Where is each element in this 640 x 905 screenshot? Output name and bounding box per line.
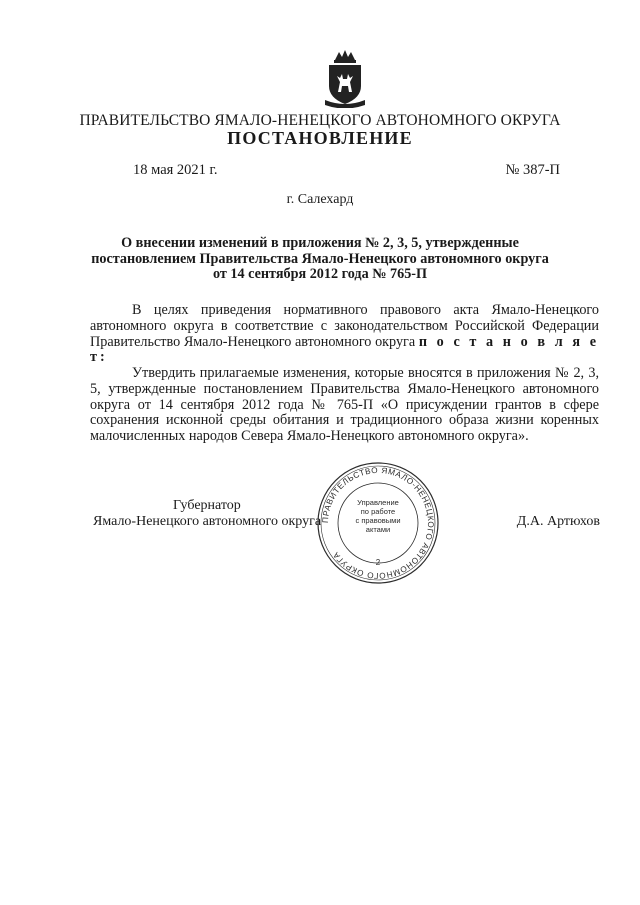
document-type: ПОСТАНОВЛЕНИЕ bbox=[227, 128, 413, 148]
document-title bbox=[90, 236, 550, 283]
coat-of-arms-emblem bbox=[323, 48, 367, 108]
preamble-paragraph bbox=[90, 303, 599, 366]
organization-name: ПРАВИТЕЛЬСТВО ЯМАЛО-НЕНЕЦКОГО АВТОНОМНОГО ОКРУГА bbox=[79, 112, 561, 129]
seal-center-text bbox=[340, 498, 416, 534]
decree-word: п о с т а н о в л я е т: bbox=[90, 333, 599, 366]
seal-number: 2 bbox=[375, 558, 381, 567]
preamble-text: В целях приведения нормативного правового акта Ямало-Ненецкого автономного округа в соответствие с законодательством Российской Федерации Правительство Ямало-Ненецкого автономного округа bbox=[90, 302, 599, 350]
document-city: г. Салехард bbox=[286, 192, 354, 207]
document-number: № 387-П bbox=[505, 162, 560, 178]
resolution-paragraph: Утвердить прилагаемые изменения, которые вносятся в приложения № 2, 3, 5, утвержденные постановлением Правительства Ямало-Ненецкого автономного округа от 14 сентября 2012 года № 765-П «О присуждении грантов в сфере сохранения исконной среды обитания и традиционного образа жизни коренных малочисленных народов Севера Ямало-Ненецкого автономного округа». bbox=[90, 365, 599, 445]
signatory-name: Д.А. Артюхов bbox=[516, 514, 600, 529]
seal-line: с правовыми bbox=[355, 516, 401, 525]
signatory-region: Ямало-Ненецкого автономного округа bbox=[93, 514, 322, 529]
document-date: 18 мая 2021 г. bbox=[133, 162, 218, 178]
title-line: постановлением Правительства Ямало-Ненецкого автономного округа bbox=[91, 250, 549, 267]
signatory-title: Губернатор bbox=[173, 498, 241, 513]
title-line: от 14 сентября 2012 года № 765-П bbox=[212, 266, 428, 282]
title-line: О внесении изменений в приложения № 2, 3, 5, утвержденные bbox=[121, 235, 519, 251]
seal-ring-text: ПРАВИТЕЛЬСТВО ЯМАЛО-НЕНЕЦКОГО АВТОНОМНОГО ОКРУГА bbox=[320, 465, 436, 581]
seal-line: актами bbox=[365, 525, 391, 534]
seal-line: Управление bbox=[357, 498, 399, 507]
seal-line: по работе bbox=[360, 507, 396, 516]
